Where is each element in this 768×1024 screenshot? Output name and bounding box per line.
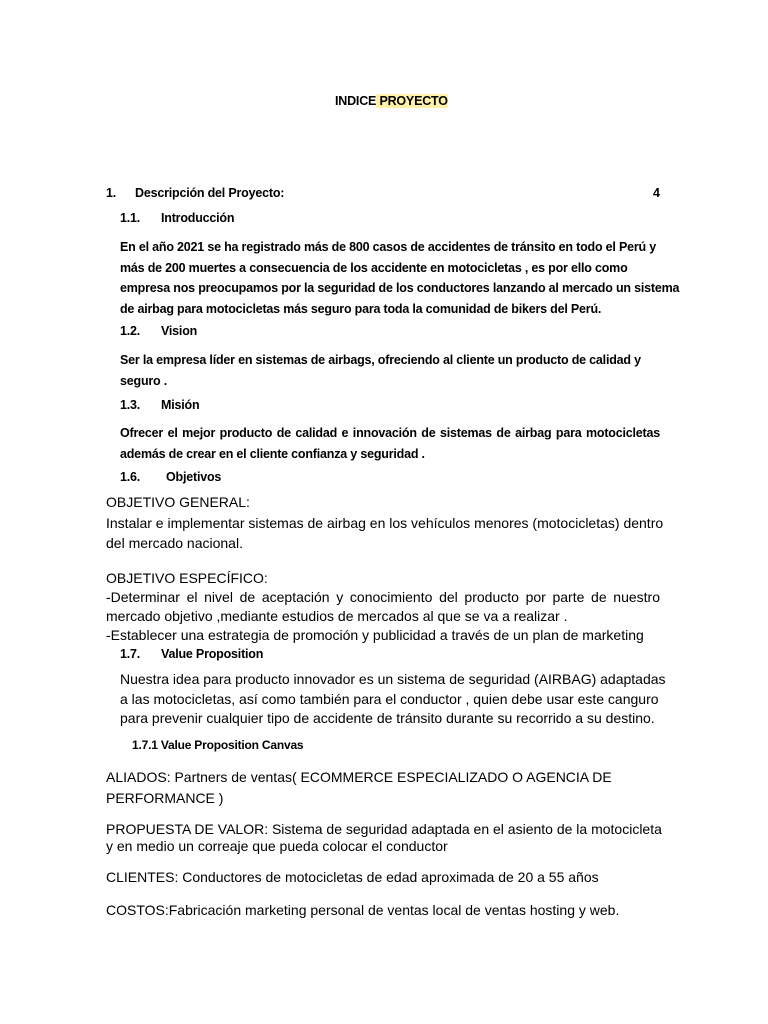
paragraph-line: además de crear en el cliente confianza y seguridad .: [120, 447, 425, 461]
paragraph-line: PERFORMANCE ): [106, 790, 224, 806]
section-1-heading: Descripción del Proyecto:: [135, 186, 285, 200]
paragraph-line: Instalar e implementar sistemas de airbag en los vehículos menores (motocicletas) dentro: [106, 515, 664, 531]
section-1-7-heading: Value Proposition: [161, 647, 264, 661]
paragraph-line: empresa nos preocupamos por la seguridad de los conductores lanzando al mercado un sistema: [120, 281, 680, 295]
section-1-6-number: 1.6.: [120, 470, 141, 484]
title-part-1: INDICE: [335, 94, 377, 108]
objetivo-general-text: [106, 513, 666, 553]
introduccion-paragraph: [120, 237, 680, 319]
vision-paragraph: [120, 350, 660, 392]
paragraph-line: Nuestra idea para producto innovador es un sistema de seguridad (AIRBAG) adaptadas: [120, 671, 666, 687]
section-1-7-1-heading: 1.7.1 Value Proposition Canvas: [132, 738, 304, 752]
objetivo-general-heading: OBJETIVO GENERAL:: [106, 494, 250, 510]
paragraph-line: para prevenir cualquier tipo de accidente de tránsito durante su recorrido a su destino.: [120, 710, 655, 726]
paragraph-line: mercado objetivo ,mediante estudios de mercados al que se va a realizar .: [106, 608, 568, 624]
section-1-3-number: 1.3.: [120, 398, 141, 412]
section-1-3-heading: Misión: [161, 398, 200, 412]
canvas-clientes: CLIENTES: Conductores de motocicletas de edad aproximada de 20 a 55 años: [106, 869, 599, 885]
value-proposition-paragraph: [120, 670, 666, 729]
paragraph-line: ALIADOS: Partners de ventas( ECOMMERCE ESPECIALIZADO O AGENCIA DE: [106, 769, 612, 785]
paragraph-line: Ofrecer el mejor producto de calidad e innovación de sistemas de airbag para motocicletas: [120, 426, 660, 440]
paragraph-line: de airbag para motocicletas más seguro para toda la comunidad de bikers del Perú.: [120, 301, 602, 316]
section-1-page-number: 4: [653, 186, 660, 200]
paragraph-line: -Determinar el nivel de aceptación y conocimiento del producto por parte de nuestro: [106, 589, 660, 605]
section-1-number: 1.: [106, 186, 117, 200]
objetivo-especifico-text: [106, 588, 660, 645]
paragraph-line: del mercado nacional.: [106, 535, 243, 551]
paragraph-line: y en medio un correaje que pueda colocar el conductor: [106, 838, 448, 854]
mision-paragraph: [120, 423, 660, 465]
objetivo-especifico-heading: OBJETIVO ESPECÍFICO:: [106, 570, 268, 586]
page-title: [335, 94, 448, 108]
canvas-aliados: [106, 767, 666, 809]
section-1-7-number: 1.7.: [120, 647, 141, 661]
section-1-6-heading: Objetivos: [166, 470, 222, 484]
paragraph-line: PROPUESTA DE VALOR: Sistema de seguridad adaptada en el asiento de la motocicleta: [106, 821, 662, 837]
section-1-1-number: 1.1.: [120, 211, 141, 225]
section-1-2-number: 1.2.: [120, 324, 141, 338]
paragraph-line: En el año 2021 se ha registrado más de 800 casos de accidentes de tránsito en todo el Perú y: [120, 240, 656, 254]
paragraph-line: Ser la empresa líder en sistemas de airbags, ofreciendo al cliente un producto de calidad y: [120, 353, 641, 367]
title-part-2-highlighted: PROYECTO: [376, 94, 448, 108]
paragraph-line: más de 200 muertes a consecuencia de los accidente en motocicletas , es por ello como: [120, 260, 628, 275]
paragraph-line: a las motocicletas, así como también para el conductor , quien debe usar este canguro: [120, 690, 659, 707]
section-1-1-heading: Introducción: [161, 211, 235, 225]
canvas-costos: COSTOS:Fabricación marketing personal de ventas local de ventas hosting y web.: [106, 902, 620, 918]
canvas-propuesta-de-valor: [106, 821, 666, 855]
paragraph-line: -Establecer una estrategia de promoción y publicidad a través de un plan de marketing: [106, 627, 644, 643]
section-1-2-heading: Vision: [161, 324, 198, 338]
paragraph-line: seguro .: [120, 374, 168, 388]
